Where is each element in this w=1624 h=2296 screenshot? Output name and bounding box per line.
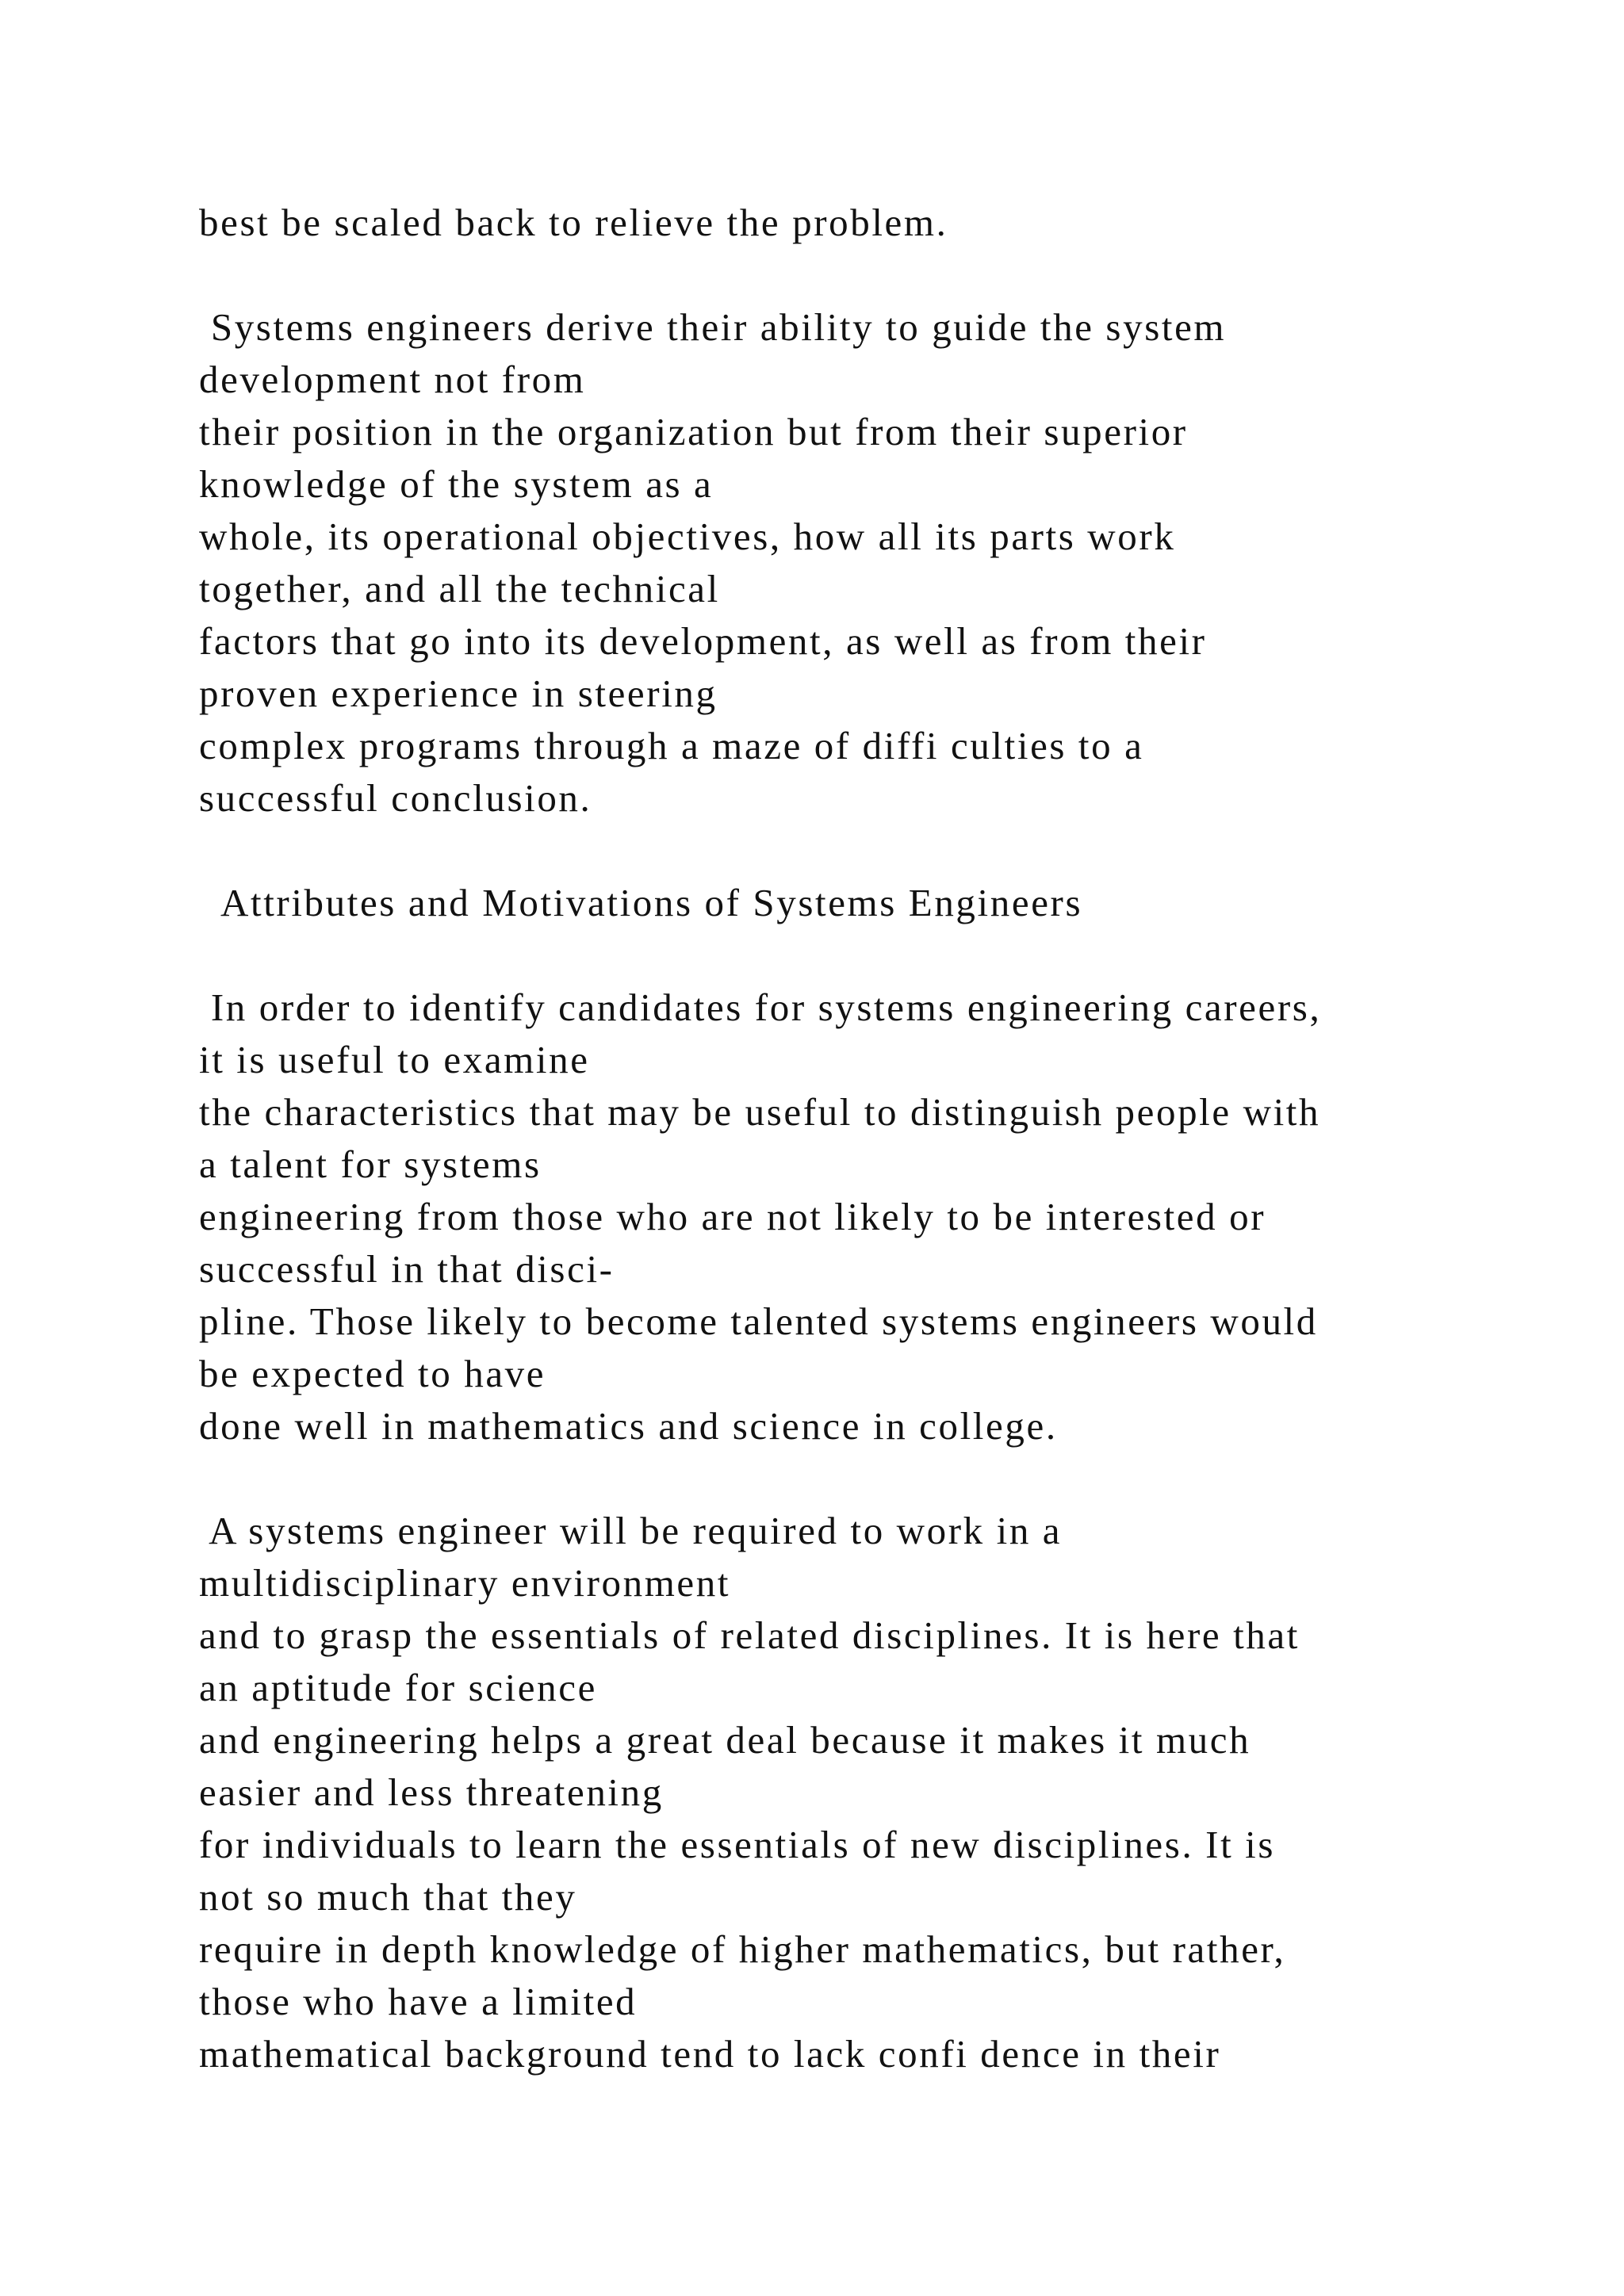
text-line: together, and all the technical	[199, 567, 720, 610]
text-line: and to grasp the essentials of related disciplines. It is here that	[199, 1613, 1300, 1657]
text-line: not so much that they	[199, 1875, 577, 1919]
text-line: Attributes and Motivations of Systems Engineers	[199, 881, 1083, 924]
text-line: best be scaled back to relieve the problem.	[199, 201, 948, 244]
text-line: an aptitude for science	[199, 1666, 597, 1709]
paragraph-gap	[199, 929, 1595, 982]
text-line: those who have a limited	[199, 1980, 638, 2023]
text-line: done well in mathematics and science in college.	[199, 1404, 1058, 1448]
text-line: successful in that disci-	[199, 1247, 615, 1291]
text-line: mathematical background tend to lack confi dence in their	[199, 2032, 1221, 2076]
text-line: engineering from those who are not likely to be interested or	[199, 1195, 1266, 1238]
text-line: be expected to have	[199, 1352, 546, 1395]
text-line: proven experience in steering	[199, 672, 718, 715]
paragraph-gap	[199, 249, 1595, 301]
text-line: require in depth knowledge of higher mathematics, but rather,	[199, 1927, 1286, 1971]
text-line: a talent for systems	[199, 1142, 542, 1186]
text-line: Systems engineers derive their ability to guide the system	[199, 305, 1227, 349]
text-line: the characteristics that may be useful to distinguish people with	[199, 1090, 1321, 1134]
document-body	[199, 197, 1595, 2080]
text-line: pline. Those likely to become talented systems engineers would	[199, 1299, 1318, 1343]
text-line: A systems engineer will be required to work in a	[199, 1509, 1063, 1552]
text-line: for individuals to learn the essentials of new disciplines. It is	[199, 1823, 1276, 1866]
paragraph-continued	[199, 197, 1595, 249]
text-line: successful conclusion.	[199, 776, 592, 820]
text-line: easier and less threatening	[199, 1770, 664, 1814]
paragraph-gap	[199, 825, 1595, 877]
section-heading	[199, 877, 1595, 929]
text-line: In order to identify candidates for systems engineering careers,	[199, 985, 1322, 1029]
paragraph-systems-engineers-ability	[199, 301, 1595, 825]
text-line: whole, its operational objectives, how all its parts work	[199, 515, 1176, 558]
paragraph-multidisciplinary	[199, 1505, 1595, 2080]
text-line: development not from	[199, 358, 586, 401]
text-line: factors that go into its development, as well as from their	[199, 619, 1207, 663]
text-line: knowledge of the system as a	[199, 462, 714, 506]
text-line: complex programs through a maze of diffi culties to a	[199, 724, 1144, 767]
text-line: and engineering helps a great deal because it makes it much	[199, 1718, 1251, 1762]
text-line: multidisciplinary environment	[199, 1561, 731, 1605]
text-line: it is useful to examine	[199, 1038, 590, 1081]
text-line: their position in the organization but from their superior	[199, 410, 1188, 453]
paragraph-identify-candidates	[199, 982, 1595, 1452]
paragraph-gap	[199, 1452, 1595, 1505]
